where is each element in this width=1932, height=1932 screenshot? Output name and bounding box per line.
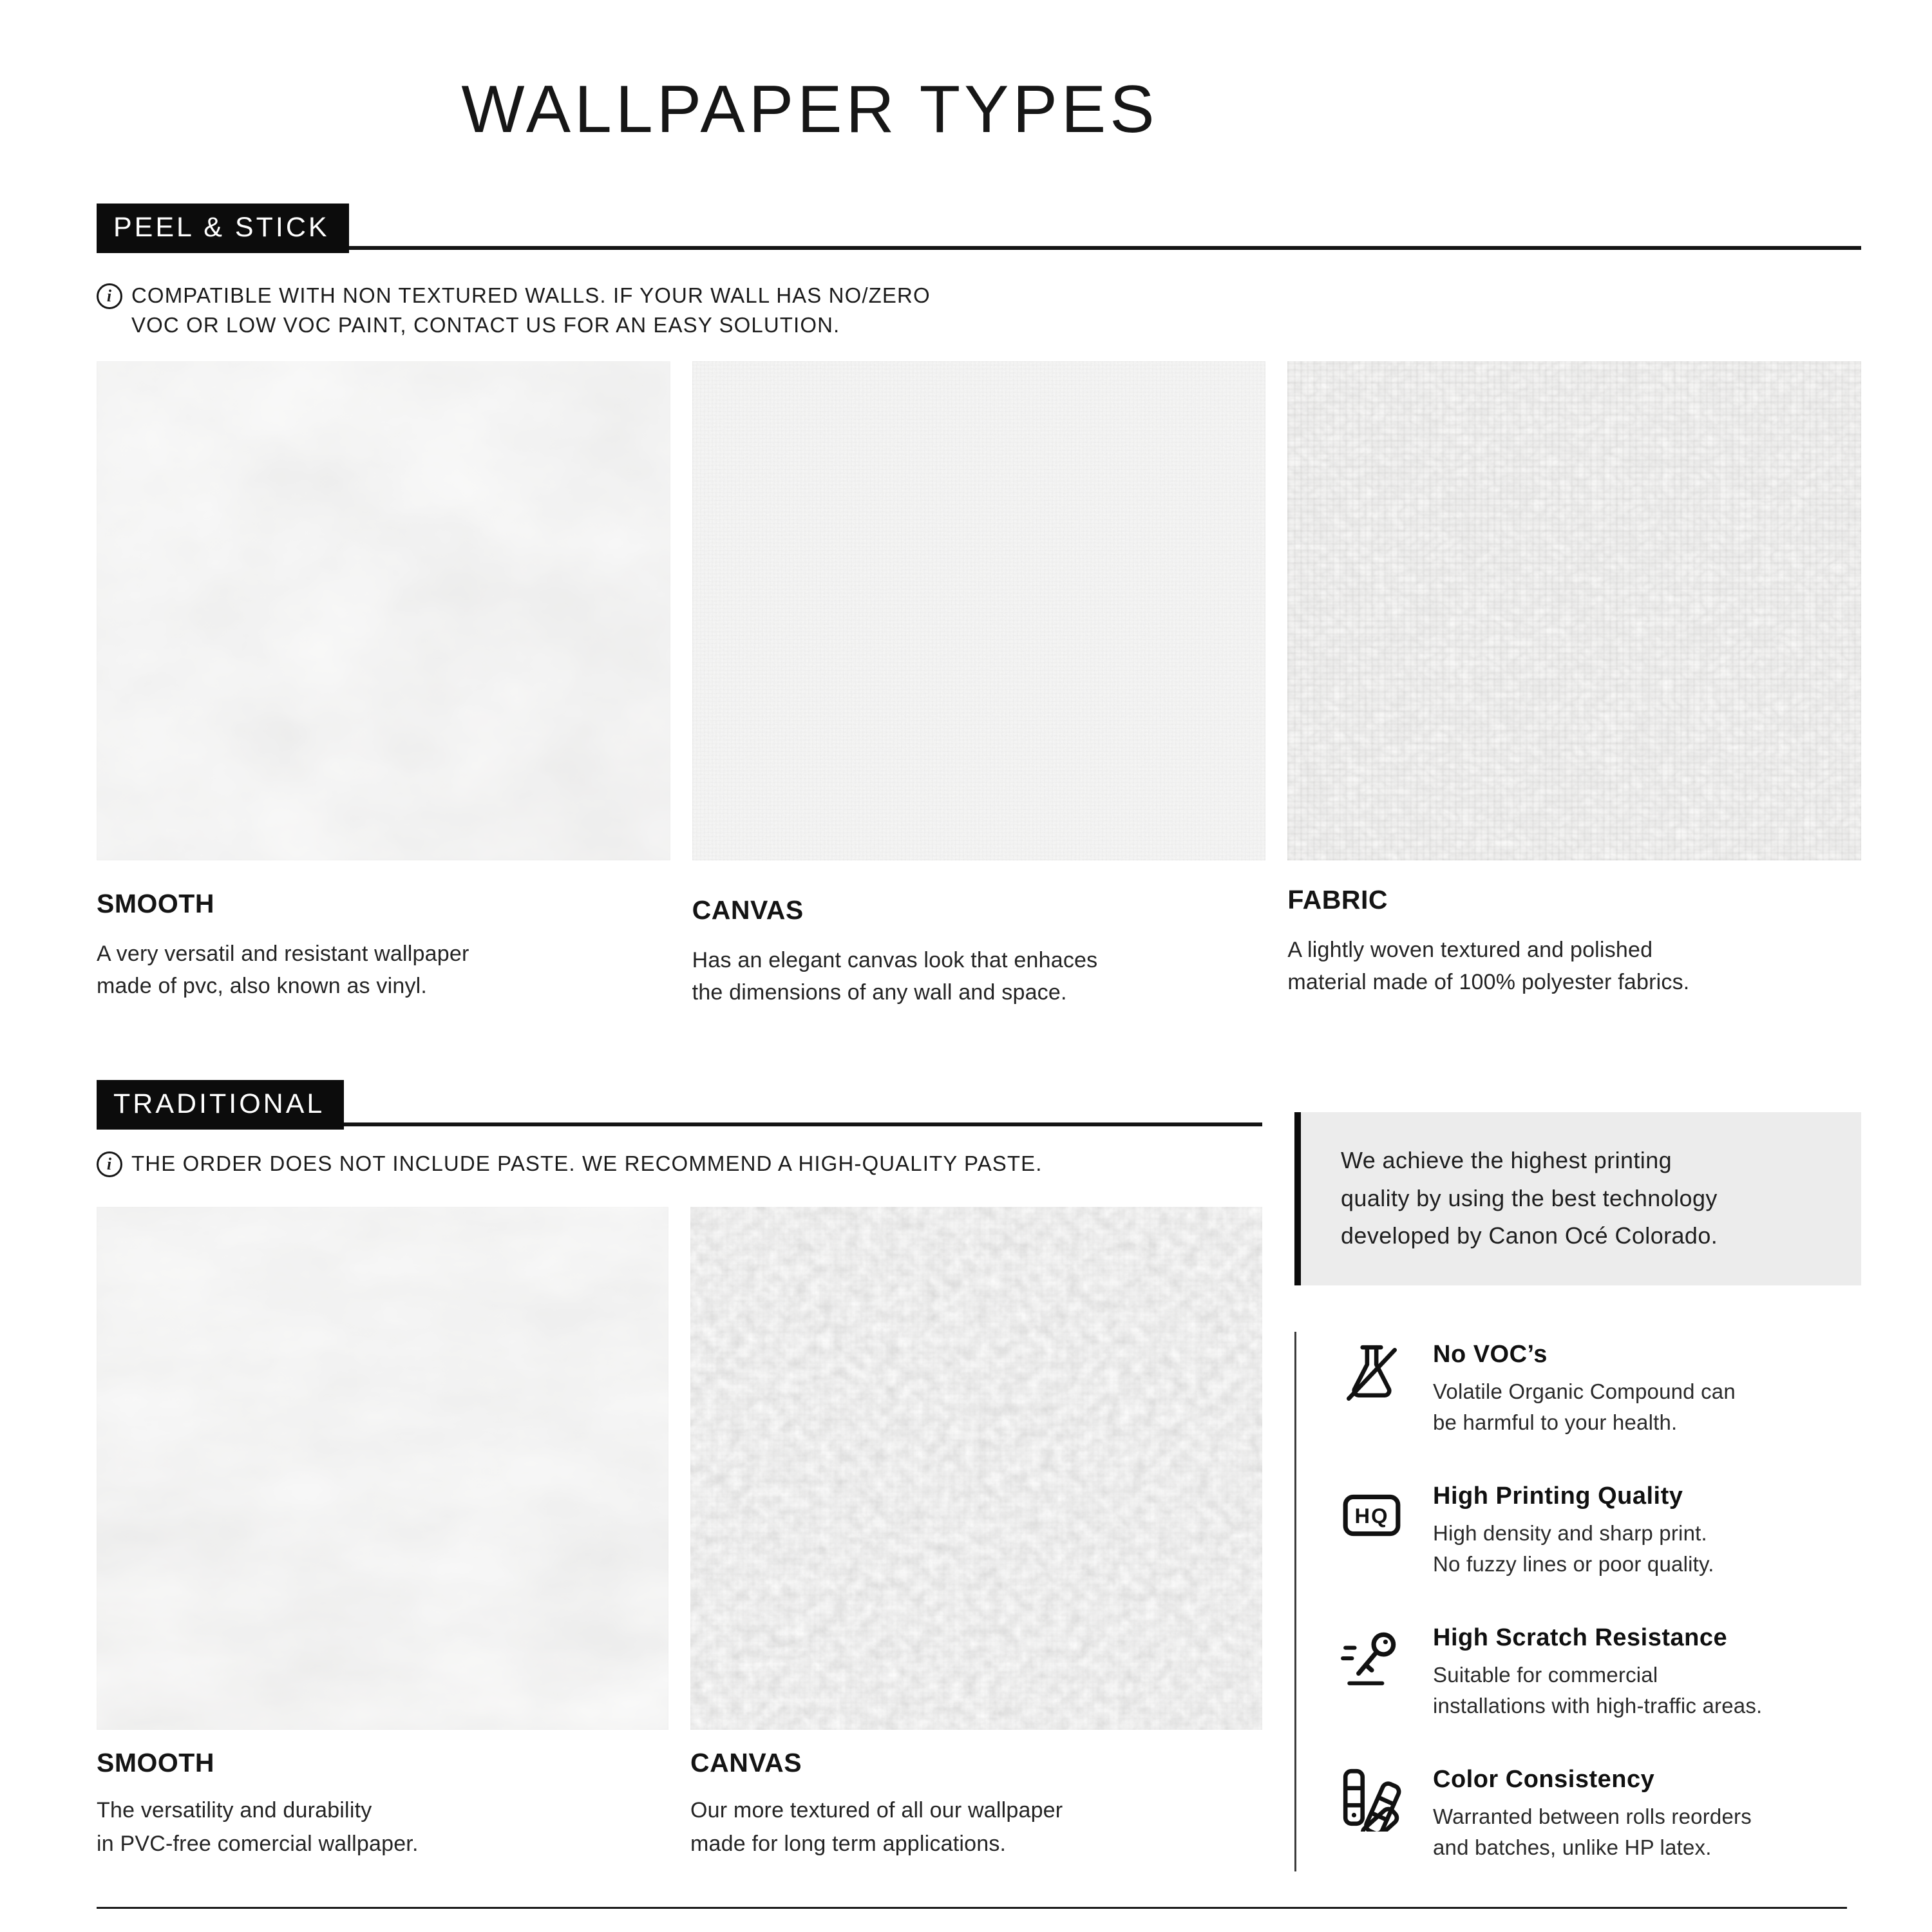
note-line: COMPATIBLE WITH NON TEXTURED WALLS. IF YOUR WALL HAS NO/ZERO [131,283,931,307]
feature-text [1433,1482,1714,1579]
feature-list [1294,1332,1861,1871]
peel-stick-header [97,204,1861,253]
feature-high-scratch-resistance [1339,1624,1861,1721]
feature-text [1433,1624,1762,1721]
desc-line: and batches, unlike HP latex. [1433,1835,1712,1859]
smooth-vinyl-texture-sample [97,361,670,860]
traditional-note [97,1149,1262,1179]
info-icon: i [97,283,122,309]
desc-line: Warranted between rolls reorders [1433,1804,1752,1829]
desc-line: A lightly woven textured and polished [1287,938,1653,963]
peel-stick-note [97,281,1932,340]
info-icon: i [97,1151,122,1177]
texture-noise [690,1207,1262,1730]
desc-line: in PVC-free comercial wallpaper. [97,1832,419,1857]
texture-noise [1287,361,1861,860]
swatch-caption [97,889,670,1003]
printing-quality-callout [1294,1112,1861,1285]
desc-line: made of pvc, also known as vinyl. [97,974,428,999]
callout-line: developed by Canon Océ Colorado. [1341,1222,1718,1249]
note-line: THE ORDER DOES NOT INCLUDE PASTE. WE RECOMMEND A HIGH-QUALITY PASTE. [131,1151,1043,1176]
feature-color-consistency [1339,1766,1861,1862]
texture-noise [97,1207,668,1730]
traditional-section [97,1080,1262,1871]
desc-line: Suitable for commercial [1433,1663,1658,1687]
note-text [131,1149,1043,1179]
traditional-swatch-row [97,1207,1262,1861]
rough-canvas-texture-sample [690,1207,1262,1730]
section-rule [349,246,1861,250]
feature-title: High Printing Quality [1433,1482,1683,1510]
callout-line: quality by using the best technology [1341,1184,1718,1211]
desc-line: High density and sharp print. [1433,1521,1707,1546]
swatch-description [690,1794,1262,1861]
swatch-title: CANVAS [690,1747,802,1777]
swatch-card-smooth [97,361,670,1009]
swatch-caption [1287,885,1861,999]
desc-line: No fuzzy lines or poor quality. [1433,1551,1714,1576]
page-title: WALLPAPER TYPES [461,72,1159,147]
color-swatches-icon [1339,1766,1405,1862]
scratch-key-icon [1339,1624,1405,1721]
section-rule [344,1122,1262,1126]
callout-line: We achieve the highest printing [1341,1147,1672,1174]
woven-fabric-texture-sample [1287,361,1861,860]
feature-high-printing-quality [1339,1482,1861,1579]
bottom-divider [97,1907,1847,1909]
hq-badge-icon [1339,1482,1405,1579]
swatch-card-canvas-traditional [690,1207,1262,1861]
desc-line: installations with high-traffic areas. [1433,1693,1763,1718]
desc-line: Our more textured of all our wallpaper [690,1797,1063,1823]
swatch-card-fabric [1287,361,1861,1009]
swatch-title: SMOOTH [97,1747,214,1777]
feature-title: Color Consistency [1433,1766,1655,1794]
desc-line: material made of 100% polyester fabrics. [1287,970,1690,995]
printing-info-column [1294,1080,1861,1871]
swatch-description [97,1794,668,1861]
feature-description [1433,1518,1714,1579]
swatch-description [1287,934,1861,999]
feature-description [1433,1376,1736,1437]
desc-line: made for long term applications. [690,1832,1007,1857]
swatch-caption [690,1748,1262,1861]
swatch-title: CANVAS [692,895,804,925]
texture-noise [97,361,670,860]
peel-stick-swatch-row [97,361,1861,1009]
smooth-matte-texture-sample [97,1207,668,1730]
swatch-title: SMOOTH [97,889,214,919]
no-voc-flask-icon [1339,1341,1405,1437]
hq-badge-text: HQ [1354,1504,1389,1528]
desc-line: the dimensions of any wall and space. [692,980,1067,1005]
traditional-label: TRADITIONAL [97,1080,344,1130]
swatch-description [692,945,1266,1009]
swatch-caption [97,1748,668,1861]
traditional-header [97,1080,1262,1130]
swatch-card-canvas [692,361,1266,1009]
swatch-card-smooth-traditional [97,1207,668,1861]
feature-no-voc [1339,1341,1861,1437]
swatch-description [97,938,670,1003]
swatch-caption [692,895,1266,1009]
feature-description [1433,1660,1762,1721]
feature-description [1433,1801,1752,1862]
note-line: VOC OR LOW VOC PAINT, CONTACT US FOR AN EASY SOLUTION. [131,313,840,337]
feature-text [1433,1341,1736,1437]
desc-line: The versatility and durability [97,1797,372,1823]
lower-area [97,1080,1861,1871]
swatch-title: FABRIC [1287,885,1388,915]
feature-text [1433,1766,1752,1862]
desc-line: Has an elegant canvas look that enhaces [692,948,1098,973]
feature-title: No VOC’s [1433,1341,1548,1368]
desc-line: be harmful to your health. [1433,1410,1678,1434]
texture-noise [692,361,1266,860]
feature-title: High Scratch Resistance [1433,1624,1728,1652]
peel-stick-label: PEEL & STICK [97,204,349,253]
fine-canvas-texture-sample [692,361,1266,860]
note-text [131,281,931,340]
desc-line: A very versatil and resistant wallpaper [97,942,469,967]
desc-line: Volatile Organic Compound can [1433,1379,1736,1404]
peel-stick-section [0,204,1932,1009]
